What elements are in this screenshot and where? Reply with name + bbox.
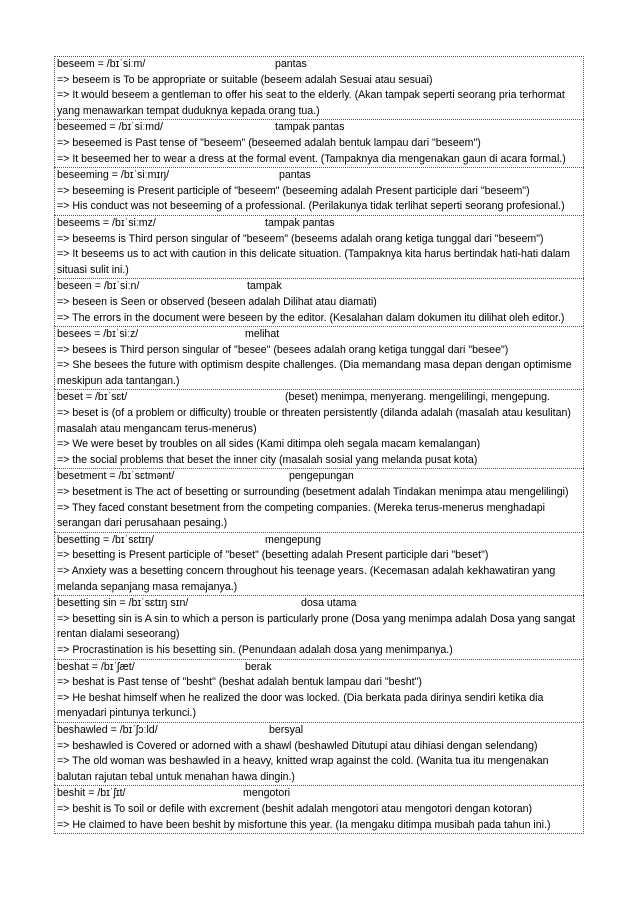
entry-headline bbox=[57, 469, 581, 485]
entry-headline bbox=[57, 723, 581, 739]
dictionary-entry bbox=[54, 278, 584, 326]
entry-term: besetment = /bɪˈsɛtmənt/ bbox=[57, 470, 175, 483]
entry-headline bbox=[57, 327, 581, 343]
entry-term: beshawled = /bɪˈʃɔːld/ bbox=[57, 723, 158, 736]
entry-headline bbox=[57, 120, 581, 136]
entry-line: => besetment is The act of besetting or surrounding (besetment adalah Tindakan menimpa atau mengelilingi) bbox=[57, 486, 569, 499]
entry-headline bbox=[57, 660, 581, 676]
entry-line: => She besees the future with optimism despite challenges. (Dia memandang masa depan dengan optimisme meskipun ada tantangan.) bbox=[57, 359, 572, 387]
entry-headline bbox=[57, 390, 581, 406]
dictionary-entry bbox=[54, 468, 584, 531]
entry-line: => beseemed is Past tense of "beseem" (beseemed adalah bentuk lampau dari "beseem") bbox=[57, 136, 481, 149]
entry-term: beset = /bɪˈsɛt/ bbox=[57, 391, 128, 404]
entry-translation: tampak pantas bbox=[275, 121, 345, 134]
entry-translation: mengepung bbox=[265, 533, 321, 546]
entry-line: => beseen is Seen or observed (beseen adalah Dilihat atau diamati) bbox=[57, 295, 377, 308]
entry-line: => beseem is To be appropriate or suitable (beseem adalah Sesuai atau sesuai) bbox=[57, 73, 433, 86]
entry-term: besees = /bɪˈsiːz/ bbox=[57, 328, 139, 341]
entry-term: beseem = /bɪˈsiːm/ bbox=[57, 58, 146, 70]
dictionary-entry bbox=[54, 167, 584, 215]
entry-line: => beshat is Past tense of "besht" (beshat adalah bentuk lampau dari "besht") bbox=[57, 676, 422, 689]
entry-translation: pantas bbox=[279, 169, 311, 182]
entry-translation: melihat bbox=[245, 328, 280, 341]
entry-line: => He beshat himself when he realized the door was locked. (Dia berkata pada dirinya sendiri ketika dia menyadari pintunya terkunci.) bbox=[57, 691, 544, 720]
entry-line: => the social problems that beset the inner city (masalah sosial yang melanda pusat kota) bbox=[57, 453, 478, 466]
dictionary-entry bbox=[54, 659, 584, 722]
entry-term: beseen = /bɪˈsiːn/ bbox=[57, 280, 140, 293]
entry-line: => besetting is Present participle of "beset" (besetting adalah Present participle dari "beset") bbox=[57, 549, 489, 562]
dictionary-page bbox=[54, 56, 584, 834]
dictionary-entry bbox=[54, 56, 584, 119]
entry-translation: mengotori bbox=[243, 787, 291, 800]
entry-term: beshat = /bɪˈʃæt/ bbox=[57, 660, 135, 673]
entry-line: => Procrastination is his besetting sin. (Penundaan adalah dosa yang menimpanya.) bbox=[57, 643, 453, 656]
entry-translation: pengepungan bbox=[289, 470, 354, 483]
dictionary-entry bbox=[54, 532, 584, 595]
entry-translation: (beset) menimpa, menyerang. mengelilingi, mengepung. bbox=[285, 391, 550, 404]
entry-headline bbox=[57, 168, 581, 184]
entry-line: => besees is Third person singular of "besee" (besees adalah orang ketiga tunggal dari "besee") bbox=[57, 343, 509, 356]
entry-translation: pantas bbox=[275, 58, 307, 70]
entry-line: => It beseems us to act with caution in this delicate situation. (Tampaknya kita harus bertindak hati-hati dalam situasi sulit ini.) bbox=[57, 248, 570, 276]
entry-translation: berak bbox=[245, 660, 272, 673]
dictionary-entry bbox=[54, 326, 584, 389]
entry-term: beshit = /bɪˈʃɪt/ bbox=[57, 787, 126, 800]
entry-headline bbox=[57, 279, 581, 295]
entry-line: => beseems is Third person singular of "beseem" (beseems adalah orang ketiga tunggal dari "beseem") bbox=[57, 232, 544, 245]
entry-line: => The old woman was beshawled in a heavy, knitted wrap against the cold. (Wanita tua itu mengenakan balutan rajutan tebal untuk menahan hawa dingin.) bbox=[57, 755, 549, 783]
dictionary-entry bbox=[54, 595, 584, 658]
entry-line: => besetting sin is A sin to which a person is particularly prone (Dosa yang menimpa adalah Dosa yang sangat rentan dialami seseorang) bbox=[57, 612, 576, 641]
dictionary-entry bbox=[54, 722, 584, 785]
entry-line: => His conduct was not beseeming of a professional. (Perilakunya tidak terlihat seperti seorang profesional.) bbox=[57, 200, 565, 213]
entry-translation: tampak pantas bbox=[265, 216, 335, 229]
entry-headline bbox=[57, 57, 581, 73]
entry-line: => The errors in the document were beseen by the editor. (Kesalahan dalam dokumen itu dilihat oleh editor.) bbox=[57, 311, 565, 324]
entry-line: => beseeming is Present participle of "beseem" (beseeming adalah Present participle dari "beseem") bbox=[57, 184, 530, 197]
entry-term: beseemed = /bɪˈsiːmd/ bbox=[57, 121, 163, 134]
entry-line: => He claimed to have been beshit by misfortune this year. (Ia mengaku ditimpa musibah pada tahun ini.) bbox=[57, 818, 551, 831]
entry-translation: tampak bbox=[247, 280, 282, 293]
entry-line: => They faced constant besetment from the competing companies. (Mereka terus-menerus menghadapi serangan dari perusahaan pesaing.) bbox=[57, 501, 545, 530]
entry-line: => We were beset by troubles on all sides (Kami ditimpa oleh segala macam kemalangan) bbox=[57, 438, 481, 451]
entry-translation: dosa utama bbox=[301, 597, 357, 610]
entry-line: => It would beseem a gentleman to offer his seat to the elderly. (Akan tampak seperti seorang pria terhormat yang menawarkan tempat duduknya kepada orang tua.) bbox=[57, 89, 565, 117]
dictionary-entry bbox=[54, 389, 584, 468]
entry-line: => beshawled is Covered or adorned with a shawl (beshawled Ditutupi atau dihiasi dengan selendang) bbox=[57, 739, 538, 752]
entry-line: => beshit is To soil or defile with excrement (beshit adalah mengotori atau mengotori dengan kotoran) bbox=[57, 802, 533, 815]
entry-line: => beset is (of a problem or difficulty) trouble or threaten persistently (dilanda adalah (masalah atau kesulitan) masalah atau mengancam terus-menerus) bbox=[57, 407, 571, 435]
entry-headline bbox=[57, 216, 581, 232]
dictionary-entry bbox=[54, 215, 584, 278]
entry-headline bbox=[57, 533, 581, 549]
entry-line: => Anxiety was a besetting concern throughout his teenage years. (Kecemasan adalah kekhawatiran yang melanda sepanjang masa remajanya.) bbox=[57, 565, 556, 593]
entry-headline bbox=[57, 786, 581, 802]
entry-term: beseeming = /bɪˈsiːmɪŋ/ bbox=[57, 169, 170, 182]
dictionary-entry bbox=[54, 785, 584, 834]
entry-line: => It beseemed her to wear a dress at the formal event. (Tampaknya dia mengenakan gaun di acara formal.) bbox=[57, 152, 566, 165]
entry-term: besetting sin = /bɪˈsɛtɪŋ sɪn/ bbox=[57, 597, 189, 610]
entry-term: besetting = /bɪˈsɛtɪŋ/ bbox=[57, 533, 154, 546]
entry-term: beseems = /bɪˈsiːmz/ bbox=[57, 216, 156, 229]
entry-headline bbox=[57, 596, 581, 612]
entry-translation: bersyal bbox=[269, 723, 304, 736]
dictionary-entry bbox=[54, 119, 584, 167]
